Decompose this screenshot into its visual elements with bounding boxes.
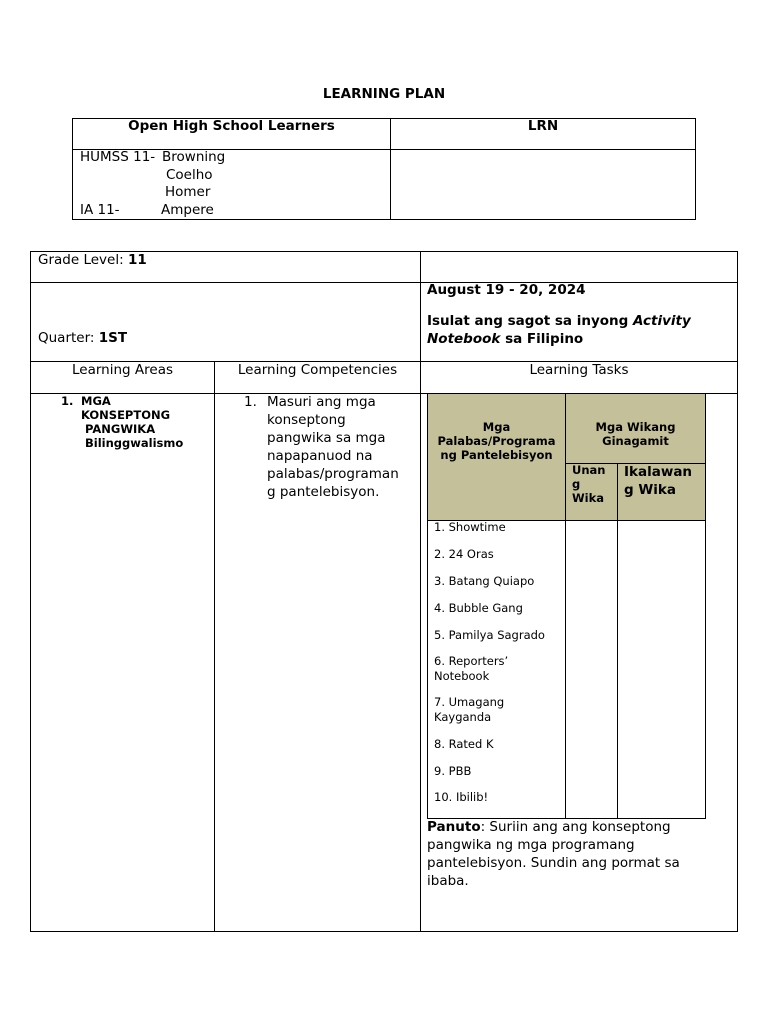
programs-table bbox=[427, 393, 706, 819]
quarter-value: 1ST bbox=[98, 330, 128, 346]
program-item: 9. PBB bbox=[434, 764, 472, 778]
notebook-instruction bbox=[427, 312, 727, 348]
program-item bbox=[434, 695, 504, 725]
table-divider bbox=[31, 282, 737, 283]
table-divider bbox=[565, 394, 566, 818]
program-item: 4. Bubble Gang bbox=[434, 601, 523, 615]
program-line: 6. Reporters’ bbox=[434, 654, 509, 668]
area-line: MGA bbox=[81, 394, 111, 408]
learning-plan-table bbox=[30, 251, 738, 932]
header-line: Ikalawan bbox=[624, 464, 693, 480]
document-title: LEARNING PLAN bbox=[322, 86, 446, 102]
header-line: Ginagamit bbox=[602, 434, 669, 448]
program-item: 1. Showtime bbox=[434, 520, 506, 534]
program-item: 3. Batang Quiapo bbox=[434, 574, 535, 588]
section-name: Browning bbox=[162, 149, 226, 165]
area-line: KONSEPTONG bbox=[81, 408, 171, 422]
area-line: Bilinggwalismo bbox=[85, 436, 184, 450]
learning-competency bbox=[267, 393, 399, 501]
area-line: PANGWIKA bbox=[85, 422, 156, 436]
table-divider bbox=[214, 362, 215, 931]
date: August 19 - 20, 2024 bbox=[427, 282, 586, 298]
section-name: Ampere bbox=[161, 201, 214, 218]
header-line: Wika bbox=[572, 491, 605, 505]
competency-line: konseptong bbox=[267, 412, 346, 428]
header-line: Mga bbox=[482, 420, 511, 434]
area-number: 1. bbox=[61, 394, 74, 408]
panuto-line: ibaba. bbox=[427, 873, 469, 889]
header-line: Palabas/Programa bbox=[437, 434, 556, 448]
header-lrn: LRN bbox=[527, 118, 559, 134]
competency-number: 1. bbox=[244, 394, 257, 410]
table-divider bbox=[420, 252, 421, 931]
program-item: 2. 24 Oras bbox=[434, 547, 494, 561]
competency-line: napapanuod na bbox=[267, 448, 373, 464]
header-line: Mga Wikang bbox=[595, 420, 676, 434]
instruction-text: Isulat ang sagot sa inyong bbox=[427, 313, 634, 329]
quarter bbox=[38, 330, 127, 346]
header-first-language bbox=[572, 463, 605, 505]
header-learning-areas: Learning Areas bbox=[72, 362, 173, 378]
learners-table bbox=[72, 118, 696, 220]
program-item: 5. Pamilya Sagrado bbox=[434, 628, 545, 642]
grade-level bbox=[38, 252, 147, 268]
program-line: Notebook bbox=[434, 669, 490, 683]
competency-line: Masuri ang mga bbox=[267, 394, 376, 410]
header-learners: Open High School Learners bbox=[128, 118, 335, 134]
table-divider bbox=[617, 463, 618, 818]
program-item bbox=[434, 654, 508, 684]
program-item: 10. Ibilib! bbox=[434, 790, 489, 804]
panuto-line bbox=[427, 818, 732, 836]
competency-line: pangwika sa mga bbox=[267, 430, 386, 446]
quarter-label: Quarter: bbox=[38, 330, 99, 346]
header-line: Unan bbox=[572, 463, 606, 477]
strand-label: IA 11- bbox=[80, 201, 120, 218]
panuto-line: pangwika ng mga programang bbox=[427, 837, 635, 853]
header-programs bbox=[428, 420, 565, 462]
section-name: Coelho bbox=[166, 166, 213, 183]
competency-line: g pantelebisyon. bbox=[267, 484, 380, 500]
header-line: g Wika bbox=[624, 482, 676, 498]
header-line: ng Pantelebisyon bbox=[440, 448, 553, 462]
grade-level-label: Grade Level: bbox=[38, 252, 128, 268]
header-learning-competencies: Learning Competencies bbox=[237, 362, 398, 378]
program-item: 8. Rated K bbox=[434, 737, 494, 751]
program-line: Kayganda bbox=[434, 710, 492, 724]
section-name: Homer bbox=[165, 184, 211, 200]
header-line: g bbox=[572, 477, 581, 491]
panuto-instruction bbox=[427, 818, 732, 890]
table-divider bbox=[390, 119, 391, 219]
competency-line: palabas/programan bbox=[267, 466, 399, 482]
program-line: 7. Umagang bbox=[434, 695, 505, 709]
strand-label: HUMSS 11- bbox=[80, 149, 156, 165]
header-learning-tasks: Learning Tasks bbox=[529, 362, 629, 378]
panuto-text: : Suriin ang ang konseptong bbox=[480, 819, 671, 835]
panuto-label: Panuto bbox=[427, 819, 481, 835]
grade-level-value: 11 bbox=[127, 252, 147, 268]
header-second-language bbox=[624, 463, 692, 499]
instruction-text: sa Filipino bbox=[500, 331, 584, 347]
panuto-line: pantelebisyon. Sundin ang pormat sa bbox=[427, 855, 680, 871]
learning-area bbox=[81, 394, 183, 450]
instruction-emphasis: Activity Notebook bbox=[427, 313, 691, 347]
header-languages-used bbox=[566, 420, 705, 448]
